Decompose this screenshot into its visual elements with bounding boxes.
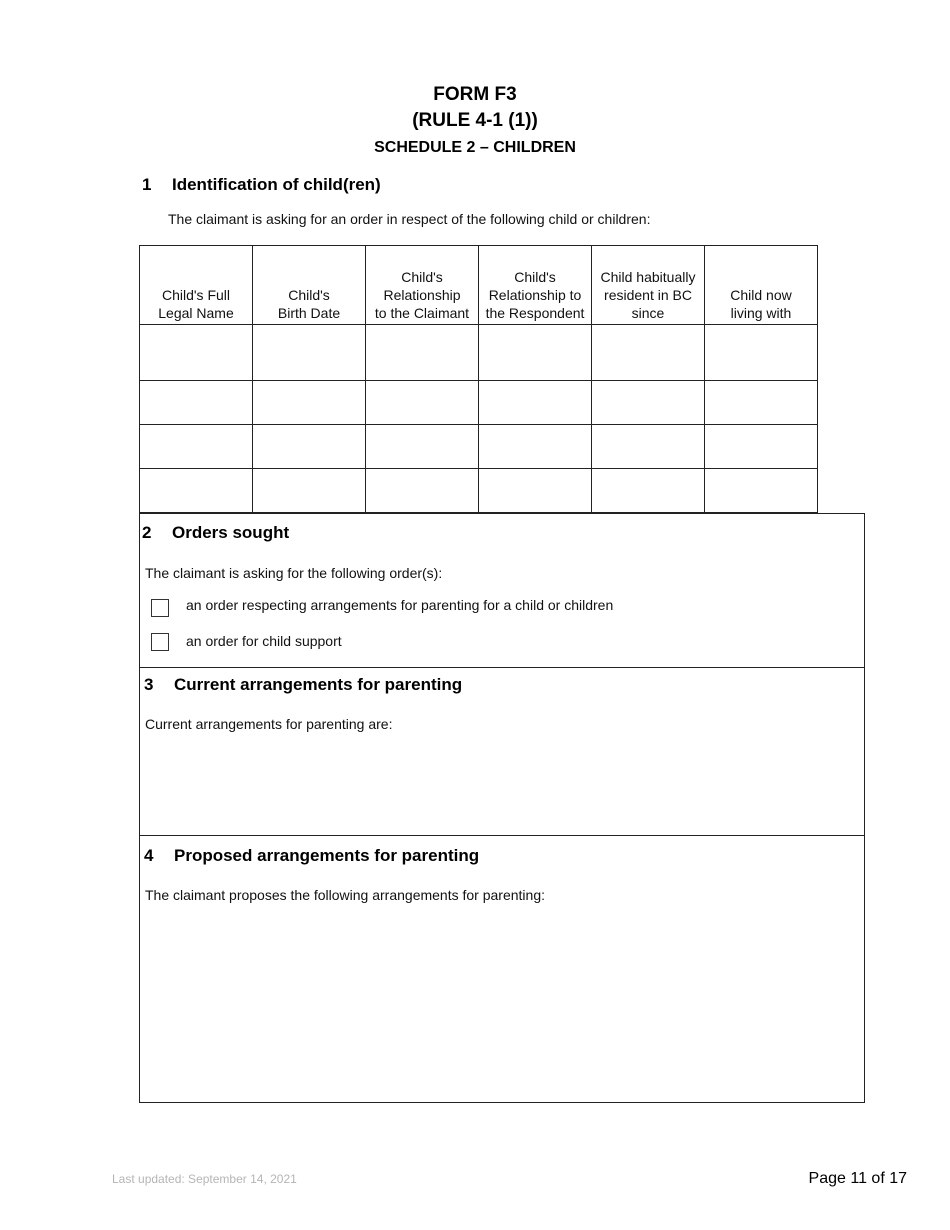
table-cell[interactable] [705,425,818,469]
section-2-intro: The claimant is asking for the following order(s): [145,565,443,581]
child-support-checkbox[interactable] [151,633,169,651]
column-header-birth-date: Child's Birth Date [253,246,366,325]
table-cell[interactable] [140,381,253,425]
children-table-header [140,246,818,325]
section-4-heading [144,846,479,866]
child-support-label: an order for child support [186,633,342,649]
section-3-intro: Current arrangements for parenting are: [145,716,393,732]
table-cell[interactable] [140,325,253,381]
table-cell[interactable] [592,325,705,381]
parenting-order-label: an order respecting arrangements for parenting for a child or children [186,597,614,613]
column-header-relationship-respondent: Child's Relationship to the Respondent [479,246,592,325]
table-cell[interactable] [705,381,818,425]
table-cell[interactable] [366,381,479,425]
table-cell[interactable] [253,381,366,425]
section-1-heading [142,175,381,195]
table-row [140,381,818,425]
page-number: Page 11 of 17 [808,1170,907,1187]
section-4-number: 4 [144,846,154,865]
form-title: FORM F3 [433,84,517,105]
table-row [140,469,818,513]
table-row [140,425,818,469]
table-cell[interactable] [366,325,479,381]
table-cell[interactable] [479,469,592,513]
table-cell[interactable] [140,469,253,513]
table-cell[interactable] [705,469,818,513]
table-cell[interactable] [705,325,818,381]
section-3-heading [144,675,462,695]
column-header-relationship-claimant: Child's Relationship to the Claimant [366,246,479,325]
form-rule: (RULE 4-1 (1)) [412,110,538,131]
table-cell[interactable] [592,469,705,513]
section-2-heading [142,523,289,543]
section-3-title: Current arrangements for parenting [174,675,463,694]
table-cell[interactable] [592,425,705,469]
children-table [139,245,818,513]
column-header-full-legal-name: Child's Full Legal Name [140,246,253,325]
section-1-intro: The claimant is asking for an order in respect of the following child or children: [168,211,651,227]
table-cell[interactable] [366,469,479,513]
table-cell[interactable] [140,425,253,469]
table-cell[interactable] [366,425,479,469]
section-1-title: Identification of child(ren) [172,175,381,194]
section-3-number: 3 [144,675,154,694]
table-cell[interactable] [253,425,366,469]
section-1-number: 1 [142,175,152,194]
schedule-title: SCHEDULE 2 – CHILDREN [374,139,576,156]
table-cell[interactable] [253,469,366,513]
section-2-number: 2 [142,523,152,542]
table-cell[interactable] [253,325,366,381]
section-4-title: Proposed arrangements for parenting [174,846,480,865]
column-header-resident-since: Child habitually resident in BC since [592,246,705,325]
last-updated: Last updated: September 14, 2021 [112,1172,297,1186]
parenting-order-checkbox[interactable] [151,599,169,617]
column-header-living-with: Child now living with [705,246,818,325]
section-4-box [139,835,865,1103]
table-cell[interactable] [592,381,705,425]
section-4-intro: The claimant proposes the following arrangements for parenting: [145,887,545,903]
table-row [140,325,818,381]
section-2-title: Orders sought [172,523,290,542]
table-cell[interactable] [479,425,592,469]
table-cell[interactable] [479,325,592,381]
table-cell[interactable] [479,381,592,425]
